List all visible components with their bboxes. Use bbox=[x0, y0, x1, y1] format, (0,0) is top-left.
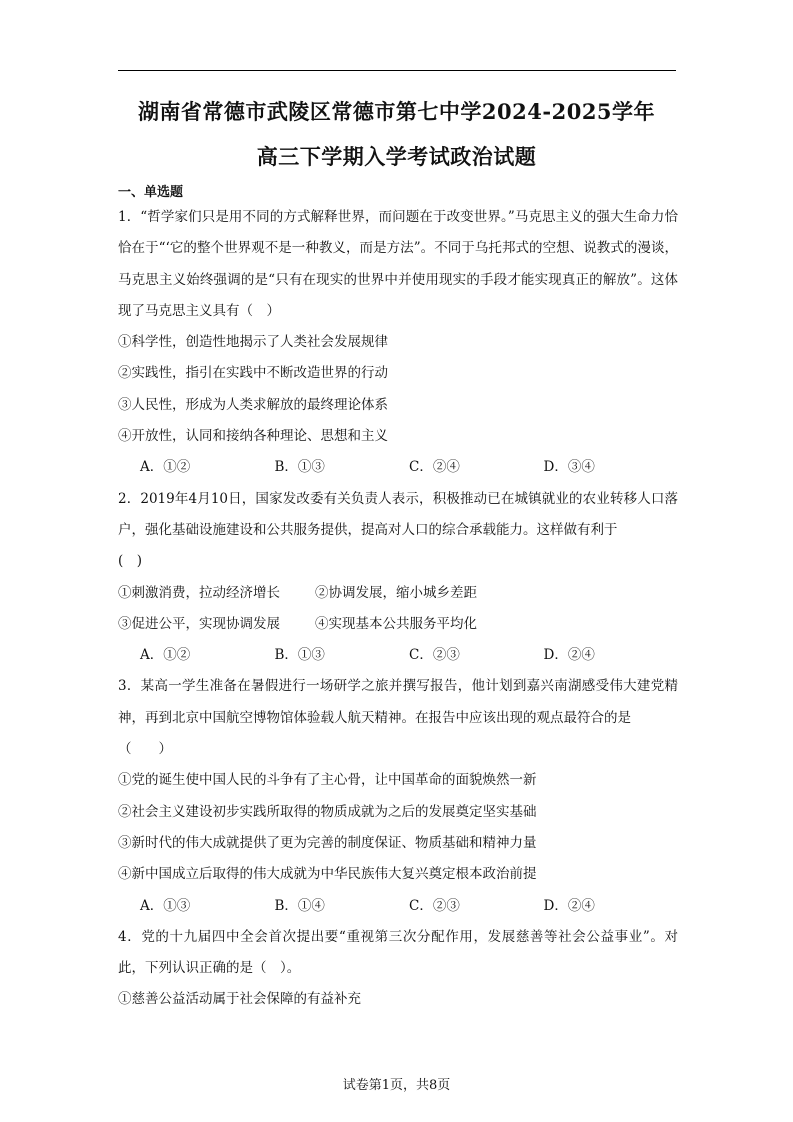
question-1-stem: 1．“哲学家们只是用不同的方式解释世界，而问题在于改变世界。”马克思主义的强大生命力恰恰在于“‘它的整个世界观不是一种教义，而是方法”。不同于乌托邦式的空想、说教式的漫谈，马克思主义始终强调的是“只有在现实的世界中并使用现实的手段才能实现真正的解放”。这体现了马克思主义具有（ ） bbox=[118, 209, 678, 319]
title-line-2: 高三下学期入学考试政治试题 bbox=[256, 144, 537, 169]
question-3-option-b: B．①④ bbox=[274, 897, 325, 914]
question-1-statement-1: ①科学性，创造性地揭示了人类社会发展规律 bbox=[118, 334, 388, 351]
question-2-statement-4: ④实现基本公共服务平均化 bbox=[315, 615, 477, 632]
question-1 bbox=[118, 202, 678, 484]
question-4 bbox=[118, 922, 678, 1016]
question-1-statement-2: ②实践性，指引在实践中不断改造世界的行动 bbox=[118, 365, 388, 382]
question-4-statement-1: ①慈善公益活动属于社会保障的有益补充 bbox=[118, 991, 361, 1008]
question-1-statement-3: ③人民性，形成为人类求解放的最终理论体系 bbox=[118, 396, 388, 413]
question-3-answer-blank: （ ） bbox=[118, 741, 172, 758]
question-1-option-a: A．①② bbox=[140, 459, 191, 476]
question-3-option-d: D．②④ bbox=[543, 897, 595, 914]
question-2-option-a: A．①② bbox=[140, 647, 191, 664]
question-1-options bbox=[118, 452, 678, 483]
question-2-statement-2: ②协调发展，缩小城乡差距 bbox=[315, 584, 477, 601]
question-1-option-b: B．①③ bbox=[274, 459, 325, 476]
question-2-option-c: C．②③ bbox=[409, 647, 460, 664]
question-3-statement-4: ④新中国成立后取得的伟大成就为中华民族伟大复兴奠定根本政治前提 bbox=[118, 866, 537, 883]
question-1-option-d: D．③④ bbox=[543, 459, 595, 476]
question-3-option-a: A．①③ bbox=[140, 897, 191, 914]
title-line-1: 湖南省常德市武陵区常德市第七中学2024-2025学年 bbox=[137, 99, 656, 124]
question-2-option-d: D．②④ bbox=[543, 647, 595, 664]
question-2-options bbox=[118, 640, 678, 671]
question-3-statement-3: ③新时代的伟大成就提供了更为完善的制度保证、物质基础和精神力量 bbox=[118, 834, 537, 851]
question-2-stem: 2．2019年4月10日，国家发改委有关负责人表示，积极推动已在城镇就业的农业转移人口落户，强化基础设施建设和公共服务提供，提高对人口的综合承载能力。这样做有利于 bbox=[118, 490, 678, 538]
question-2-statement-row-1 bbox=[118, 578, 678, 609]
question-2-statement-3: ③促进公平，实现协调发展 bbox=[118, 615, 280, 632]
section-heading: 一、单选题 bbox=[118, 185, 184, 200]
question-3-option-c: C．②③ bbox=[409, 897, 460, 914]
question-3-statement-1: ①党的诞生使中国人民的斗争有了主心骨，让中国革命的面貌焕然一新 bbox=[118, 772, 537, 789]
question-3 bbox=[118, 671, 678, 921]
header-rule bbox=[118, 70, 676, 71]
question-3-options bbox=[118, 891, 678, 922]
page-footer: 试卷第1页，共8页 bbox=[342, 1078, 451, 1093]
question-2 bbox=[118, 484, 678, 672]
question-3-stem: 3．某高一学生准备在暑假进行一场研学之旅并撰写报告，他计划到嘉兴南湖感受伟大建党精神，再到北京中国航空博物馆体验载人航天精神。在报告中应该出现的观点最符合的是 bbox=[118, 678, 678, 726]
question-2-option-b: B．①③ bbox=[274, 647, 325, 664]
question-1-statement-4: ④开放性，认同和接纳各种理论、思想和主义 bbox=[118, 428, 388, 445]
question-2-statement-1: ①刺激消费，拉动经济增长 bbox=[118, 584, 280, 601]
question-1-option-c: C．②④ bbox=[409, 459, 460, 476]
question-2-statement-row-2 bbox=[118, 609, 678, 640]
question-list bbox=[118, 202, 678, 1016]
question-3-statement-2: ②社会主义建设初步实践所取得的物质成就为之后的发展奠定坚实基础 bbox=[118, 803, 537, 820]
question-2-answer-blank: ( ) bbox=[118, 553, 143, 570]
question-4-stem: 4．党的十九届四中全会首次提出要“重视第三次分配作用，发展慈善等社会公益事业”。对此，下列认识正确的是（ ）。 bbox=[118, 928, 678, 977]
